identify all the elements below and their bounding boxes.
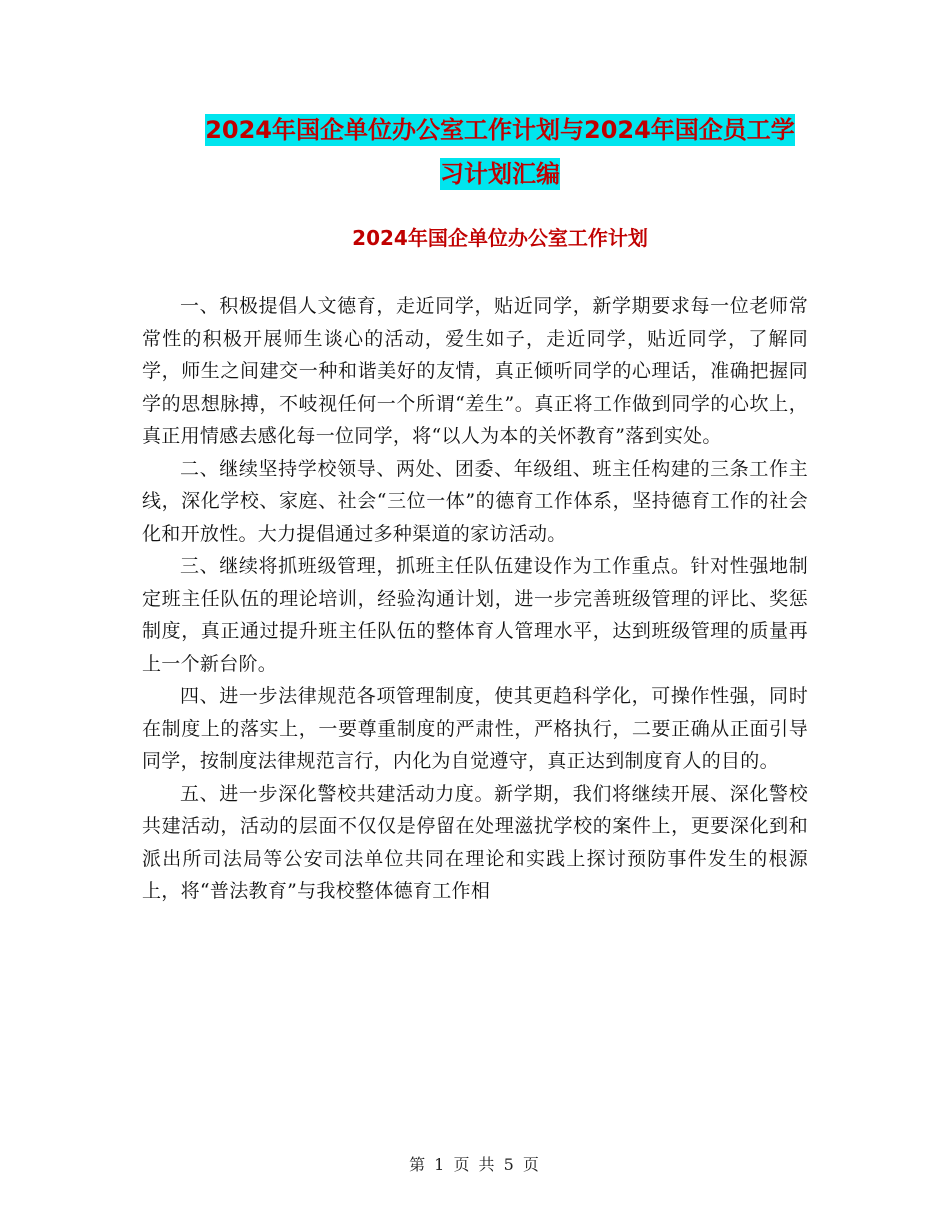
paragraph-5: 五、进一步深化警校共建活动力度。新学期，我们将继续开展、深化警校共建活动，活动的层面不仅仅是停留在处理滋扰学校的案件上，更要深化到和派出所司法局等公安司法单位共同在理论和实践上探讨预防事件发生的根源上，将“普法教育”与我校整体德育工作相 xyxy=(142,782,808,902)
paragraph-4: 四、进一步法律规范各项管理制度，使其更趋科学化，可操作性强，同时在制度上的落实上，一要尊重制度的严肃性，严格执行，二要正确从正面引导同学，按制度法律规范言行，内化为自觉遵守，真正达到制度育人的目的。 xyxy=(142,685,808,772)
page-footer: 第 1 页 共 5 页 xyxy=(409,1155,541,1174)
document-title xyxy=(140,108,860,196)
document-body xyxy=(142,290,808,908)
paragraph-3: 三、继续将抓班级管理，抓班主任队伍建设作为工作重点。针对性强地制定班主任队伍的理论培训，经验沟通计划，进一步完善班级管理的评比、奖惩制度，真正通过提升班主任队伍的整体育人管理水平，达到班级管理的质量再上一个新台阶。 xyxy=(142,555,808,675)
paragraph-1: 一、积极提倡人文德育，走近同学，贴近同学，新学期要求每一位老师常常性的积极开展师生谈心的活动，爱生如子，走近同学，贴近同学，了解同学，师生之间建交一种和谐美好的友情，真正倾听同学的心理话，准确把握同学的思想脉搏，不岐视任何一个所谓“差生”。真正将工作做到同学的心坎上，真正用情感去感化每一位同学，将“以人为本的关怀教育”落到实处。 xyxy=(142,295,808,447)
paragraph-2: 二、继续坚持学校领导、两处、团委、年级组、班主任构建的三条工作主线，深化学校、家庭、社会“三位一体”的德育工作体系，坚持德育工作的社会化和开放性。大力提倡通过多种渠道的家访活动。 xyxy=(142,457,808,545)
document-title-line2: 习计划汇编 xyxy=(440,160,560,188)
document-title-line1: 2024年国企单位办公室工作计划与2024年国企员工学 xyxy=(205,116,795,144)
section-title: 2024年国企单位办公室工作计划 xyxy=(352,226,648,250)
